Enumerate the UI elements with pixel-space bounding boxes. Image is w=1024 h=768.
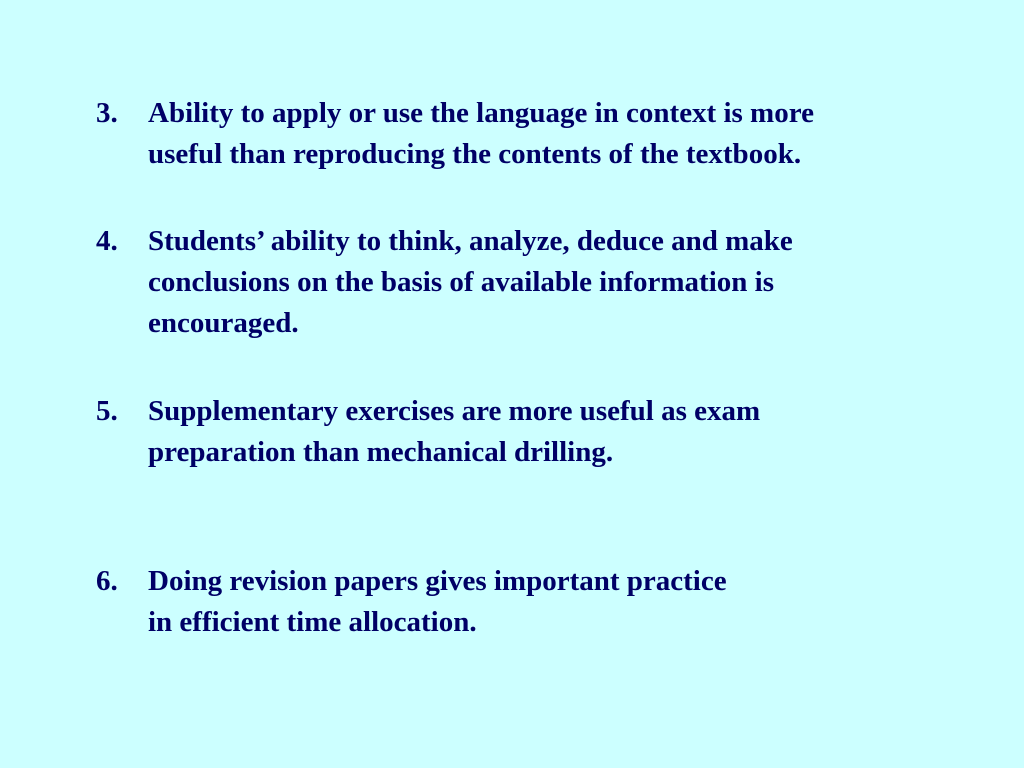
item-text-line: in efficient time allocation. xyxy=(148,606,477,638)
item-number: 5. xyxy=(96,395,118,427)
item-number: 6. xyxy=(96,565,118,597)
list-item-6 xyxy=(96,561,956,643)
item-number: 3. xyxy=(96,97,118,129)
item-text-line: preparation than mechanical drilling. xyxy=(148,436,614,468)
item-text-line: Doing revision papers gives important practice xyxy=(148,565,727,597)
item-text-line: Supplementary exercises are more useful as exam xyxy=(148,395,761,427)
item-text-line: encouraged. xyxy=(148,307,299,339)
list-item-4 xyxy=(96,221,956,344)
item-text-line: Ability to apply or use the language in context is more xyxy=(148,97,814,129)
list-item-5 xyxy=(96,391,956,473)
item-text-line: Students’ ability to think, analyze, deduce and make xyxy=(148,225,793,257)
item-text-line: useful than reproducing the contents of the textbook. xyxy=(148,138,802,170)
list-item-3 xyxy=(96,93,956,175)
item-text-line: conclusions on the basis of available information is xyxy=(148,266,774,298)
item-number: 4. xyxy=(96,225,118,257)
